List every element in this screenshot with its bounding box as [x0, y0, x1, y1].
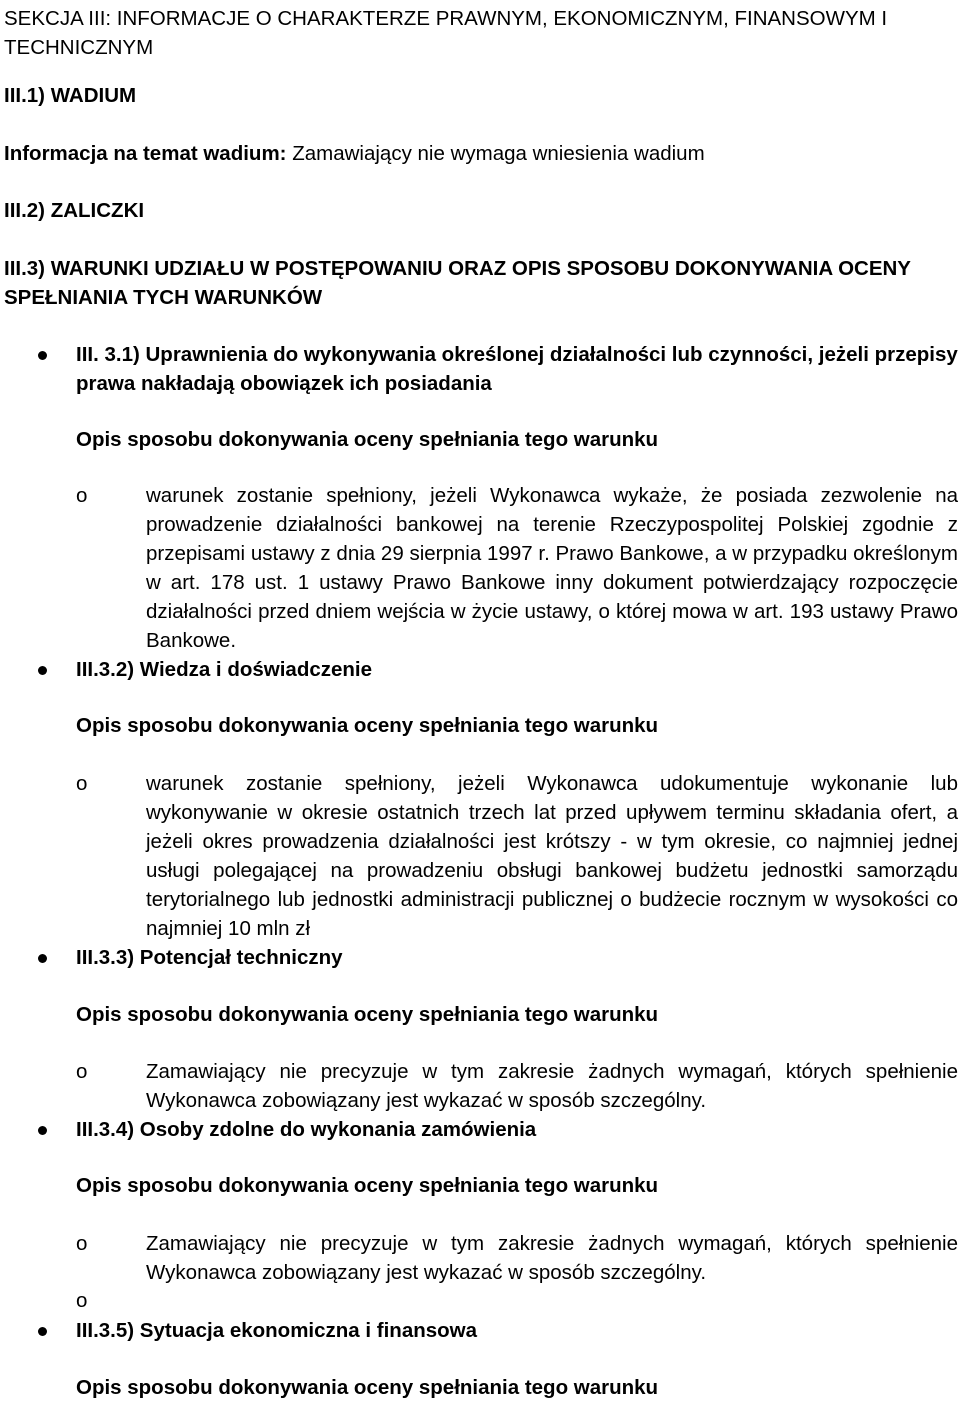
circle-bullet-icon: o [76, 772, 88, 795]
circle-bullet-icon: o [76, 1232, 88, 1255]
section-title: SEKCJA III: INFORMACJE O CHARAKTERZE PRAWNYM, EKONOMICZNYM, FINANSOWYM I TECHNICZNYM [4, 7, 888, 59]
bullet-icon [38, 351, 47, 360]
item-detail: warunek zostanie spełniony, jeżeli Wykonawca wykaże, że posiada zezwolenie na prowadzenie działalności bankowej na terenie Rzeczypospolitej Polskiej zgodnie z przepisami ustawy z dnia 29 sierpnia 1997 r. Prawo Bankowe, a w przypadku określonym w art. 178 ust. 1 ustawy Prawo Bankowe inny dokument potwierdzający rozpoczęcie działalności przed dniem wejścia w życie ustawy, o której mowa w art. 193 ustawy Prawo Bankowe. [146, 484, 958, 652]
item-title: III. 3.1) Uprawnienia do wykonywania określonej działalności lub czynności, jeżeli przepisy prawa nakładają obowiązek ich posiadania [76, 343, 958, 395]
bullet-icon [38, 954, 47, 963]
circle-bullet-icon: o [76, 484, 88, 507]
opis-label: Opis sposobu dokonywania oceny spełniania tego warunku [76, 1174, 659, 1197]
zaliczki-heading: III.2) ZALICZKI [4, 199, 145, 222]
opis-label: Opis sposobu dokonywania oceny spełniania tego warunku [76, 714, 659, 737]
item-detail: Zamawiający nie precyzuje w tym zakresie żadnych wymagań, których spełnienie Wykonawca zobowiązany jest wykazać w sposób szczególny. [146, 1060, 958, 1112]
opis-label: Opis sposobu dokonywania oceny spełniania tego warunku [76, 428, 659, 451]
wadium-heading: III.1) WADIUM [4, 84, 137, 107]
circle-bullet-icon: o [76, 1289, 88, 1312]
item-detail: warunek zostanie spełniony, jeżeli Wykonawca udokumentuje wykonanie lub wykonywanie w okresie ostatnich trzech lat przed upływem terminu składania ofert, a jeżeli okres prowadzenia działalności jest krótszy - w tym okresie, co najmniej jednej usługi polegającej na prowadzeniu obsługi bankowej budżetu jednostki samorządu terytorialnego lub jednostki administracji publicznej o budżecie rocznym w wysokości co najmniej 10 mln zł [146, 772, 958, 940]
wadium-info [4, 139, 944, 168]
wadium-info-value: Zamawiający nie wymaga wniesienia wadium [286, 142, 705, 165]
item-detail: Zamawiający nie precyzuje w tym zakresie żadnych wymagań, których spełnienie Wykonawca zobowiązany jest wykazać w sposób szczególny. [146, 1232, 958, 1284]
opis-label: Opis sposobu dokonywania oceny spełniania tego warunku [76, 1376, 659, 1399]
bullet-icon [38, 666, 47, 675]
warunki-heading: III.3) WARUNKI UDZIAŁU W POSTĘPOWANIU ORAZ OPIS SPOSOBU DOKONYWANIA OCENY SPEŁNIANIA TYCH WARUNKÓW [4, 257, 911, 309]
bullet-icon [38, 1327, 47, 1336]
item-title: III.3.3) Potencjał techniczny [76, 946, 343, 969]
item-title: III.3.4) Osoby zdolne do wykonania zamówienia [76, 1118, 537, 1141]
opis-label: Opis sposobu dokonywania oceny spełniania tego warunku [76, 1003, 659, 1026]
wadium-info-label: Informacja na temat wadium: [4, 142, 287, 165]
item-title: III.3.2) Wiedza i doświadczenie [76, 658, 373, 681]
item-title: III.3.5) Sytuacja ekonomiczna i finansowa [76, 1319, 478, 1342]
bullet-icon [38, 1126, 47, 1135]
circle-bullet-icon: o [76, 1060, 88, 1083]
